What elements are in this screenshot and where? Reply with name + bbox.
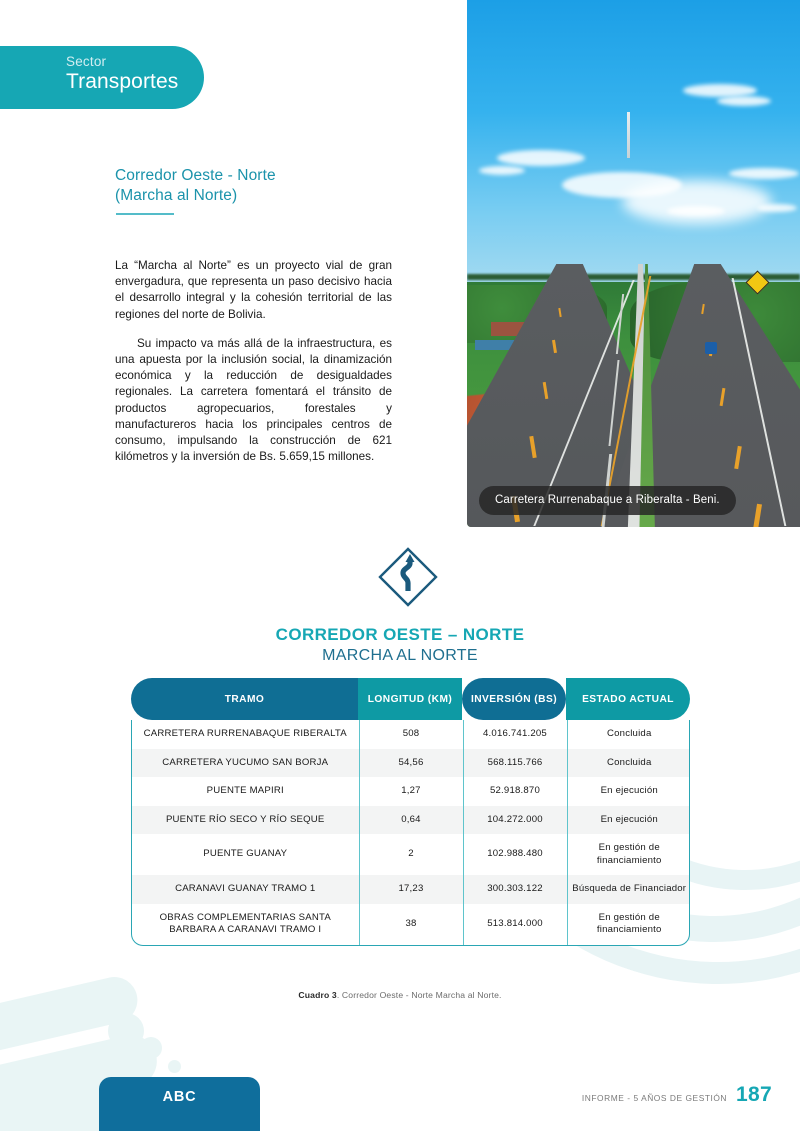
cell-tramo: OBRAS COMPLEMENTARIAS SANTA BARBARA A CARANAVI TRAMO I	[159, 911, 331, 935]
cell-inversion: 102.988.480	[463, 834, 567, 875]
cell-longitud: 0,64	[359, 806, 463, 835]
cell-longitud: 508	[359, 720, 463, 749]
article-paragraph-2: Su impacto va más allá de la infraestructura, es una apuesta por la inclusión social, la dinamización económica y la reducción de desigualdades regionales. La carretera fomentará el tránsito de productos agropecuarios, forestales y manufactureros hacia los principales centros de consumo, impulsando la construcción de 621 kilómetros y la inversión de Bs. 5.659,15 millones.	[115, 336, 392, 464]
cell-longitud: 38	[359, 904, 463, 945]
cell-tramo: CARRETERA RURRENABAQUE RIBERALTA	[143, 728, 347, 739]
brand-badge	[99, 1077, 260, 1131]
photo-cloud	[622, 180, 772, 224]
sector-title: Transportes	[66, 70, 179, 93]
cell-tramo: PUENTE GUANAY	[203, 848, 288, 860]
photo-cloud	[667, 206, 725, 216]
winding-road-sign-icon	[376, 545, 440, 609]
decor-swoosh-1	[0, 972, 142, 1073]
cell-tramo: PUENTE RÍO SECO Y RÍO SEQUE	[165, 813, 325, 825]
photo-info-sign-icon	[705, 342, 717, 354]
cell-longitud: 54,56	[359, 749, 463, 778]
table-caption-text: . Corredor Oeste - Norte Marcha al Norte.	[336, 990, 502, 1000]
photo-sky	[467, 0, 800, 295]
photo-cloud	[479, 166, 525, 175]
table-row	[132, 720, 690, 749]
cell-estado: Búsqueda de Financiador	[567, 875, 690, 904]
cell-tramo: CARRETERA YUCUMO SAN BORJA	[162, 756, 329, 768]
cell-inversion: 513.814.000	[463, 904, 567, 945]
cell-longitud: 17,23	[359, 875, 463, 904]
table-caption-label: Cuadro 3	[298, 990, 337, 1000]
decor-dot-2	[140, 1037, 162, 1059]
page-footer	[582, 1083, 772, 1107]
table-row	[132, 904, 690, 945]
decor-dot-3	[168, 1060, 181, 1073]
cell-inversion: 300.303.122	[463, 875, 567, 904]
brand-label: ABC	[162, 1089, 197, 1105]
photo-cloud	[497, 150, 585, 166]
sector-tab	[0, 46, 204, 109]
photo-cloud	[757, 204, 797, 212]
sector-kicker: Sector	[66, 54, 107, 69]
page-number: 187	[736, 1083, 772, 1106]
photo-caption: Carretera Rurrenabaque a Riberalta - Beni.	[479, 486, 736, 515]
cell-inversion: 568.115.766	[463, 749, 567, 778]
page-title-line1: Corredor Oeste - Norte	[115, 167, 276, 184]
highway-photo	[467, 0, 800, 527]
decor-dot-1	[108, 1013, 144, 1049]
cell-inversion: 4.016.741.205	[463, 720, 567, 749]
table-row	[132, 806, 690, 835]
article-body	[115, 258, 392, 465]
cell-tramo: PUENTE MAPIRI	[206, 785, 284, 796]
table-caption	[0, 990, 800, 1000]
cell-estado: En gestión de financiamiento	[567, 834, 690, 875]
table-header-estado: ESTADO ACTUAL	[566, 678, 690, 720]
cell-estado: En ejecución	[567, 806, 690, 835]
title-rule	[116, 213, 174, 215]
table-header-row	[131, 678, 690, 720]
table-row	[132, 875, 690, 904]
cell-tramo: CARANAVI GUANAY TRAMO 1	[175, 883, 316, 894]
table-header-tramo: TRAMO	[131, 678, 358, 720]
table-header-longitud: LONGITUD (KM)	[358, 678, 462, 720]
table-rows-container	[132, 720, 690, 945]
table-row	[132, 749, 690, 778]
page-title-line2: (Marcha al Norte)	[115, 187, 238, 204]
cell-estado: En ejecución	[567, 777, 690, 806]
page-title	[115, 166, 415, 206]
cell-estado: Concluida	[567, 720, 690, 749]
cell-longitud: 2	[359, 834, 463, 875]
article-paragraph-1: La “Marcha al Norte” es un proyecto vial de gran envergadura, que representa un paso decisivo hacia el desarrollo integral y la cohesión territorial de las regiones del norte de Bolivia.	[115, 259, 392, 321]
cell-inversion: 52.918.870	[463, 777, 567, 806]
cell-estado: En gestión de financiamiento	[567, 904, 690, 945]
cell-longitud: 1,27	[359, 777, 463, 806]
table-row	[132, 834, 690, 875]
report-label: INFORME - 5 AÑOS DE GESTIÓN	[581, 1093, 728, 1103]
table-title: CORREDOR OESTE – NORTE	[275, 625, 525, 644]
photo-antenna-tower	[627, 112, 630, 158]
table-subtitle: MARCHA AL NORTE	[322, 647, 478, 664]
photo-cloud	[717, 96, 771, 106]
table-row	[132, 777, 690, 806]
cell-estado: Concluida	[567, 749, 690, 778]
data-table	[131, 678, 690, 946]
photo-cloud	[729, 168, 799, 179]
cell-inversion: 104.272.000	[463, 806, 567, 835]
table-body	[131, 720, 690, 946]
table-header-inversion: INVERSIÓN (BS)	[462, 678, 566, 720]
